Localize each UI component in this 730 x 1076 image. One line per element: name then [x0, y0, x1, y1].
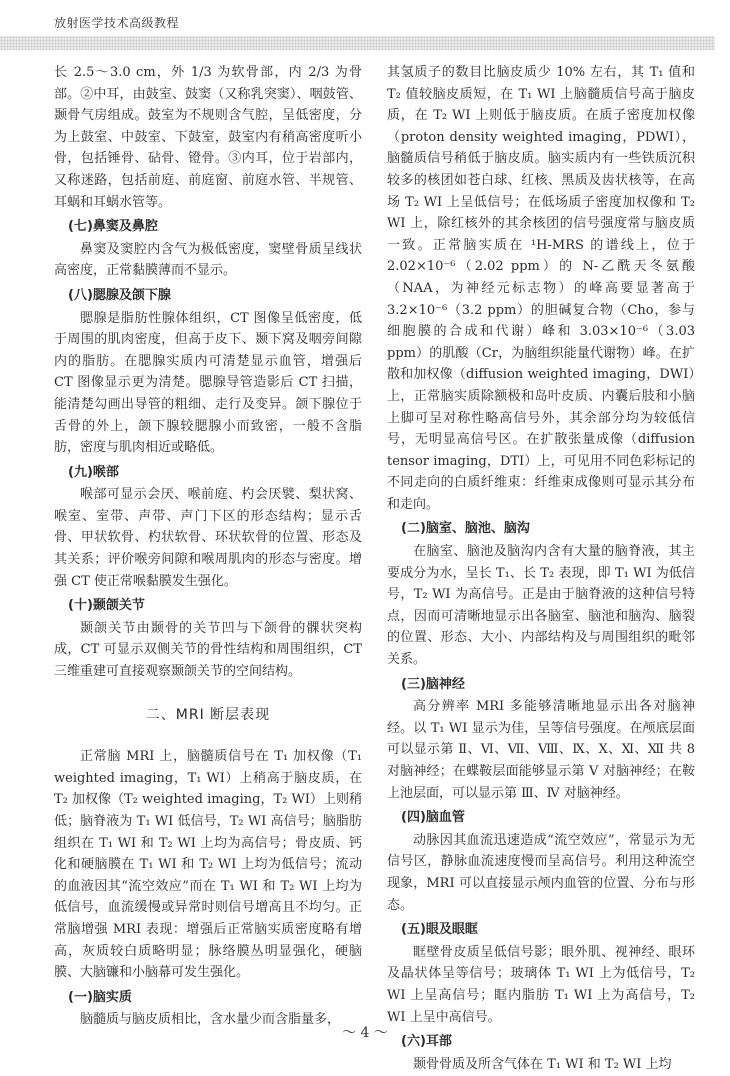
- section-heading-tmj: (十)颞颌关节: [68, 598, 145, 614]
- running-header: 放射医学技术高级教程: [54, 16, 180, 30]
- chapter-heading-mri: 二、MRI 断层表现: [145, 706, 271, 723]
- section-heading-larynx: (九)喉部: [68, 464, 119, 480]
- section-heading-sinus: (七)鼻窦及鼻腔: [68, 219, 158, 235]
- section-heading-ventricles: (二)脑室、脑池、脑沟: [401, 521, 530, 537]
- paragraph-mri-intro: 正常脑 MRI 上，脑髓质信号在 T₁ 加权像（T₁ weighted imaging，T₁ WI）上稍高于脑皮质，在 T₂ 加权像（T₂ weighted imaging，T₂ WI）上则稍低；脑脊液为 T₁ WI 低信号，T₂ WI 高信号；脑脂肪组织在 T₁ WI 和 T₂ WI 上均为高信号；骨皮质、钙化和硬脑膜在 T₁ WI 和 T₂ WI 上均为低信号；流动的血液因其“流空效应”而在 T₁ WI 和 T₂ WI 上均为低信号，血流缓慢或异常时则信号增高且不均匀。正常脑增强 MRI 表现：增强后正常脑实质密度略有增高，灰质较白质略明显；脉络膜丛明显强化，硬脑膜、大脑镰和小脑幕可发生强化。: [54, 749, 362, 981]
- paragraph-parenchyma-start: 脑髓质与脑皮质相比，含水量少而含脂量多，: [80, 1012, 341, 1028]
- paragraph-vessels: 动脉因其血流迅速造成“流空效应”，常显示为无信号区，静脉血流速度慢而呈高信号。利用这种流空现象，MRI 可以直接显示颅内血管的位置、分布与形态。: [387, 832, 695, 913]
- paragraph-sinus: 鼻窦及窦腔内含气为极低密度，窦壁骨质呈线状高密度，正常黏膜薄而不显示。: [54, 241, 362, 279]
- paragraph-parenchyma-continued: 其氢质子的数目比脑皮质少 10% 左右，其 T₁ 值和 T₂ 值较脑皮质短，在 T₁ WI 上脑髓质信号高于脑皮质，在 T₂ WI 上则低于脑皮质。在质子密度加权像（proton density weighted imaging，PDWI），脑髓质信号稍低于脑皮质。脑实质内有一些铁质沉积较多的核团如苍白球、红核、黑质及齿状核等，在高场 T₂ WI 上呈低信号；在低场质子密度加权像和 T₂ WI 上，除红核外的其余核团的信号强度常与脑皮质一致。正常脑实质在 ¹H-MRS 的谱线上，位于 2.02×10⁻⁶（2.02 ppm）的 N-乙酰天冬氨酸（NAA，为神经元标志物）的峰高要显著高于 3.2×10⁻⁶（3.2 ppm）的胆碱复合物（Cho，参与细胞膜的合成和代谢）峰和 3.03×10⁻⁶（3.03 ppm）的肌酸（Cr，为脑组织能量代谢物）峰。在扩散和加权像（diffusion weighted imaging，DWI）上，正常脑实质除额极和岛叶皮质、内囊后肢和小脑上脚可呈对称性略高信号外，其余部分均为较低信号，无明显高信号区。在扩散张量成像（diffusion tensor imaging，DTI）上，可见用不同色彩标记的不同走向的白质纤维束：纤维束成像则可显示其分布和走向。: [387, 65, 695, 512]
- section-heading-vessels: (四)脑血管: [401, 810, 465, 826]
- section-heading-cranial-nerves: (三)脑神经: [401, 676, 465, 692]
- section-heading-parotid: (八)腮腺及颌下腺: [68, 287, 171, 303]
- section-heading-ear: (六)耳部: [401, 1034, 452, 1050]
- right-column: [387, 62, 695, 1076]
- paragraph-ear-start: 颞骨骨质及所含气体在 T₁ WI 和 T₂ WI 上均: [413, 1056, 672, 1072]
- paragraph-parotid: 腮腺是脂肪性腺体组织，CT 图像呈低密度，低于周围的肌肉密度，但高于皮下、颞下窝及咽旁间隙内的脂肪。在腮腺实质内可清楚显示血管，增强后 CT 图像显示更为清楚。腮腺导管造影后 CT 扫描，能清楚勾画出导管的粗细、走行及变异。颌下腺位于舌骨的外上，颌下腺较腮腺小而致密，一般不含脂肪，密度与肌肉相近或略低。: [54, 310, 362, 456]
- left-column: [54, 62, 362, 1032]
- paragraph-tmj: 颞颌关节由颞骨的关节凹与下颌骨的髁状突构成，CT 可显示双侧关节的骨性结构和周围组织，CT 三维重建可直接观察颞颌关节的空间结构。: [54, 620, 362, 680]
- paragraph-larynx: 喉部可显示会厌、喉前庭、杓会厌襞、梨状窝、喉室、室带、声带、声门下区的形态结构；显示舌骨、甲状软骨、杓状软骨、环状软骨的位置、形态及其关系；评价喉旁间隙和喉周肌肉的形态与密度。增强 CT 使正常喉黏膜发生强化。: [54, 487, 362, 589]
- section-heading-orbit: (五)眼及眼眶: [401, 922, 478, 938]
- paragraph-ventricles: 在脑室、脑池及脑沟内含有大量的脑脊液，其主要成分为水，呈长 T₁、长 T₂ 表现，即 T₁ WI 为低信号，T₂ WI 为高信号。正是由于脑脊液的这种信号特点，因而可清晰地显示出各脑室、脑池和脑沟、脑裂的位置、形态、大小、内部结构及与周围组织的毗邻关系。: [387, 544, 695, 668]
- paragraph-orbit: 眶壁骨皮质呈低信号影；眼外肌、视神经、眼环及晶状体呈等信号；玻璃体 T₁ WI 上为低信号，T₂ WI 上呈高信号；眶内脂肪 T₁ WI 上为高信号，T₂ WI 上呈中高信号。: [387, 944, 695, 1025]
- page-number: ～ 4 ～: [342, 1025, 388, 1041]
- section-heading-parenchyma: (一)脑实质: [68, 989, 132, 1005]
- header-decorative-bar: [0, 36, 715, 50]
- paragraph-ear-continued: 长 2.5～3.0 cm，外 1/3 为软骨部，内 2/3 为骨部。②中耳，由鼓室、鼓窦（又称乳突窦）、咽鼓管、颞骨气房组成。鼓室为不规则含气腔，呈低密度，分为上鼓室、中鼓室、下鼓室，鼓室内有稍高密度听小骨，包括锤骨、砧骨、镫骨。③内耳，位于岩部内，又称迷路，包括前庭、前庭窗、前庭水管、半规管、耳蜗和耳蜗水管等。: [54, 65, 362, 210]
- paragraph-cranial-nerves: 高分辨率 MRI 多能够清晰地显示出各对脑神经。以 T₁ WI 显示为佳，呈等信号强度。在颅底层面可以显示第 Ⅱ、Ⅵ、Ⅶ、Ⅷ、Ⅸ、Ⅹ、Ⅺ、Ⅻ 共 8 对脑神经；在蝶鞍层面能够显示第 Ⅴ 对脑神经；在鞍上池层面，可以显示第 Ⅲ、Ⅳ 对脑神经。: [387, 699, 695, 801]
